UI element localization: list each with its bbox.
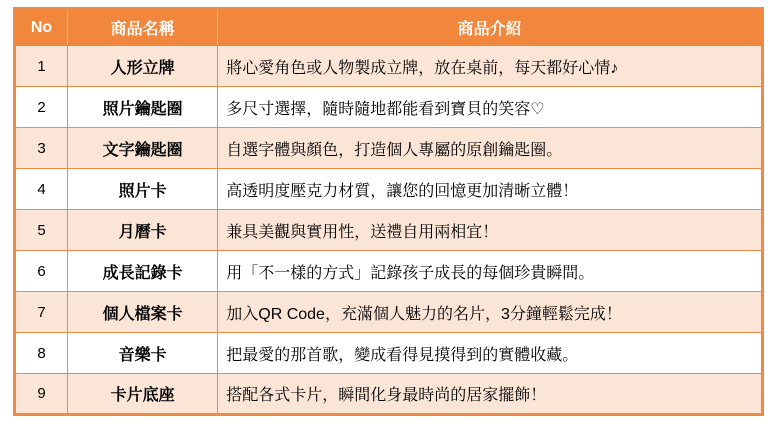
cell-product-name: 卡片底座 — [68, 374, 218, 415]
cell-no: 7 — [15, 292, 68, 333]
table-row — [15, 128, 763, 169]
cell-product-desc: 加入QR Code，充滿個人魅力的名片，3分鐘輕鬆完成！ — [218, 292, 763, 333]
cell-product-desc: 自選字體與顏色，打造個人專屬的原創鑰匙圈。 — [218, 128, 763, 169]
cell-product-desc: 用「不一樣的方式」記錄孩子成長的每個珍貴瞬間。 — [218, 251, 763, 292]
cell-no: 1 — [15, 46, 68, 87]
cell-no: 6 — [15, 251, 68, 292]
table-row — [15, 46, 763, 87]
cell-product-desc: 搭配各式卡片，瞬間化身最時尚的居家擺飾！ — [218, 374, 763, 415]
cell-product-name: 音樂卡 — [68, 333, 218, 374]
cell-no: 9 — [15, 374, 68, 415]
table-row — [15, 292, 763, 333]
cell-no: 5 — [15, 210, 68, 251]
cell-product-desc: 高透明度壓克力材質，讓您的回憶更加清晰立體！ — [218, 169, 763, 210]
header-row — [15, 9, 763, 46]
cell-product-desc: 把最愛的那首歌，變成看得見摸得到的實體收藏。 — [218, 333, 763, 374]
col-header-name: 商品名稱 — [68, 9, 218, 46]
cell-product-name: 成長記錄卡 — [68, 251, 218, 292]
cell-product-name: 月曆卡 — [68, 210, 218, 251]
cell-product-desc: 多尺寸選擇，隨時隨地都能看到寶貝的笑容♡ — [218, 87, 763, 128]
col-header-desc: 商品介紹 — [218, 9, 763, 46]
table-body — [15, 46, 763, 415]
table-row — [15, 251, 763, 292]
table-row — [15, 87, 763, 128]
table-row — [15, 210, 763, 251]
cell-no: 4 — [15, 169, 68, 210]
cell-no: 2 — [15, 87, 68, 128]
product-table — [13, 7, 764, 416]
cell-product-desc: 兼具美觀與實用性，送禮自用兩相宜！ — [218, 210, 763, 251]
cell-product-name: 照片鑰匙圈 — [68, 87, 218, 128]
cell-no: 8 — [15, 333, 68, 374]
cell-no: 3 — [15, 128, 68, 169]
cell-product-desc: 將心愛角色或人物製成立牌，放在桌前，每天都好心情♪ — [218, 46, 763, 87]
cell-product-name: 照片卡 — [68, 169, 218, 210]
cell-product-name: 個人檔案卡 — [68, 292, 218, 333]
table-row — [15, 333, 763, 374]
cell-product-name: 人形立牌 — [68, 46, 218, 87]
table-row — [15, 374, 763, 415]
col-header-no: No — [15, 9, 68, 46]
table-row — [15, 169, 763, 210]
cell-product-name: 文字鑰匙圈 — [68, 128, 218, 169]
